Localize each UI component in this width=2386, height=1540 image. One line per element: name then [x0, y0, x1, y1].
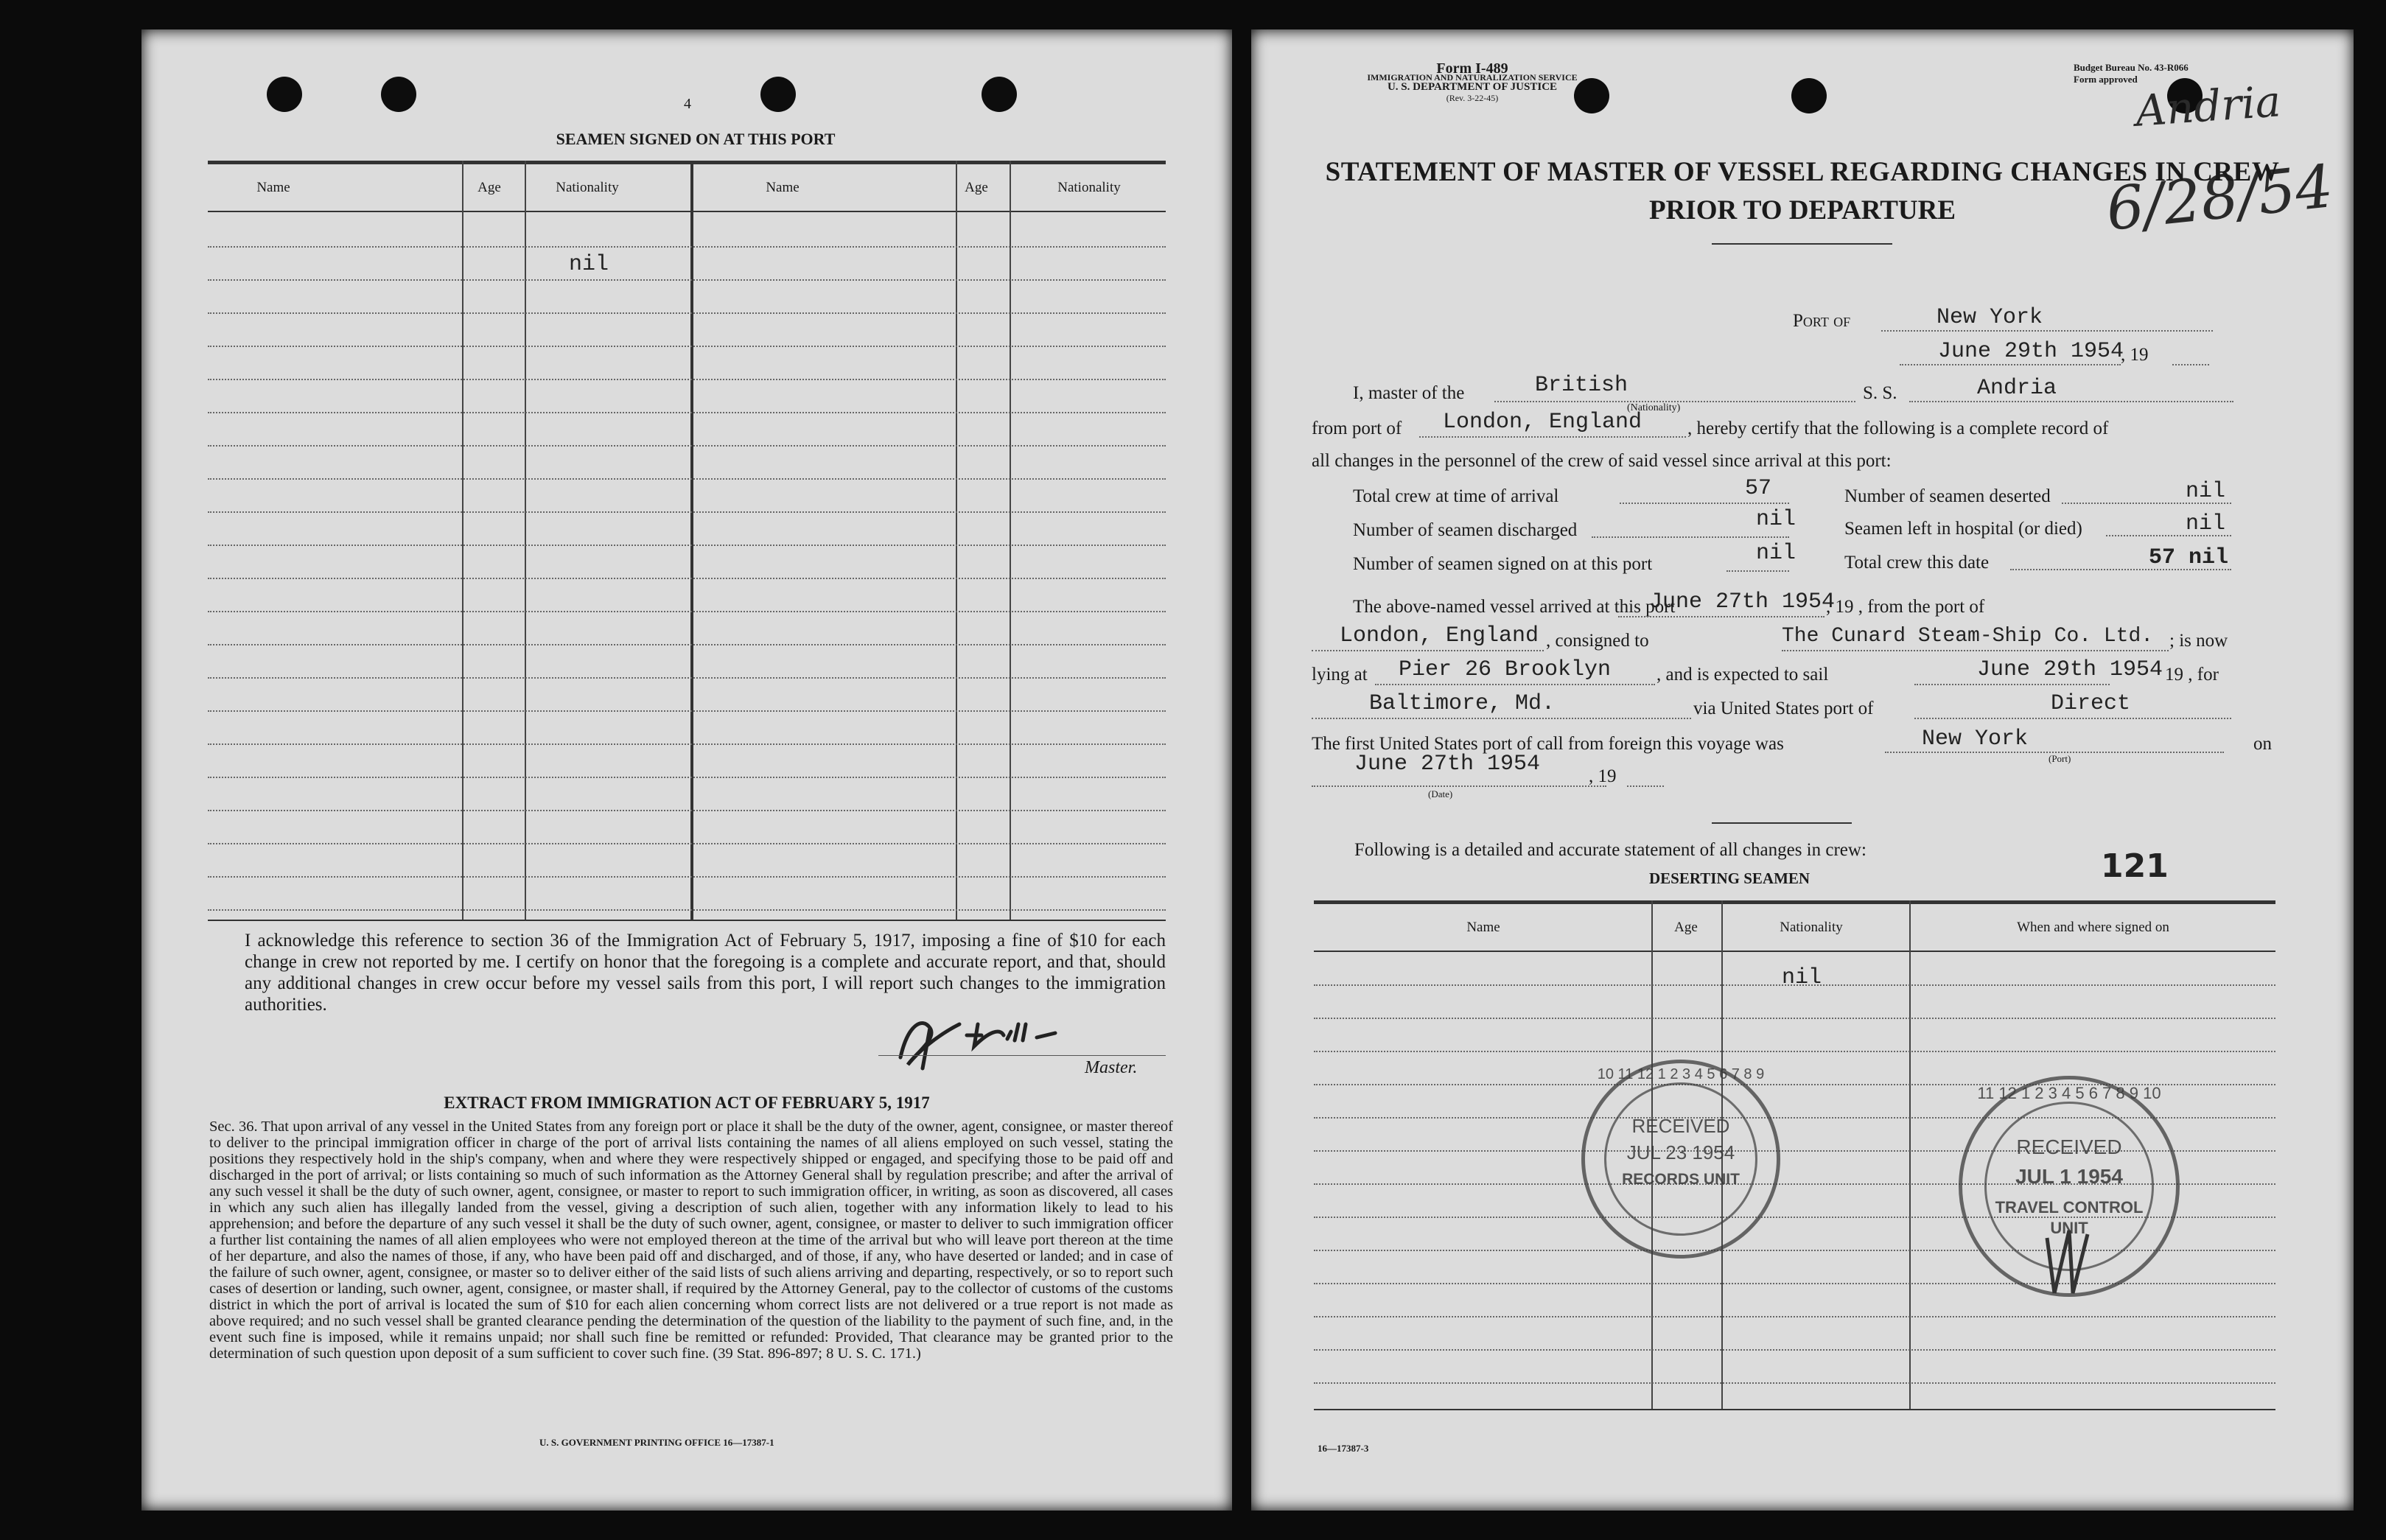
ss-label: S. S.: [1863, 383, 1897, 403]
stat-value-total-date: 57 nil: [2149, 545, 2229, 570]
col-header-name: Name: [256, 180, 290, 195]
field-line: [1909, 401, 2233, 402]
table-row-line: [208, 312, 1166, 314]
col-header-name: Name: [1466, 920, 1500, 935]
expected-date: June 29th 1954: [1977, 657, 2163, 682]
table-row-line: [208, 611, 1166, 612]
table-row-line: [208, 710, 1166, 712]
stamp-date: JUL 1 1954: [2015, 1165, 2123, 1188]
handwritten-number: 121: [2101, 847, 2169, 885]
table-row-line: [208, 545, 1166, 546]
via-value: Direct: [2051, 691, 2131, 716]
master-label: Master.: [1085, 1058, 1138, 1077]
certify-text: , hereby certify that the following is a complete record of: [1687, 419, 2109, 438]
punch-hole: [1791, 78, 1827, 113]
agency-line1: IMMIGRATION AND NATURALIZATION SERVICE: [1367, 72, 1578, 83]
field-line: [1900, 364, 2121, 365]
handwritten-ship: Andria: [2133, 76, 2283, 136]
stat-label-discharged: Number of seamen discharged: [1353, 520, 1578, 540]
table-row-line: [208, 511, 1166, 513]
field-line: [1312, 650, 1544, 651]
nationality-entry: nil: [569, 252, 609, 277]
via-label: via United States port of: [1693, 699, 1874, 718]
right-page: [1251, 29, 2354, 1511]
signature-line: [878, 1055, 1166, 1056]
stat-value-deserted: nil: [2186, 479, 2226, 504]
table-row-line: [208, 677, 1166, 679]
separator-rule: [1712, 822, 1852, 824]
col-divider: [525, 161, 526, 920]
stamp-date: JUL 23 1954: [1626, 1141, 1735, 1163]
on-label: on: [2253, 734, 2272, 754]
stat-value-hospital: nil: [2186, 511, 2226, 536]
col-header-nationality: Nationality: [1780, 920, 1843, 935]
stamp-received: RECEIVED: [1631, 1115, 1730, 1137]
extract-text: Sec. 36. That upon arrival of any vessel in the United States from any foreign port or place it shall be the duty of the owner, agent, consignee, or master thereof to deliver to the principal immigration officer in charge of the port of arrival lists containing the names of all aliens employed on such vessel, stating the positions they respectively hold in the ship's company, when and where they were respectively shipped or engaged, and specifying those to be paid off and discharged in the port of arrival; or lists containing so much of such information as the Attorney General shall by regulation prescribe; and after the arrival of any such vessel it shall be the duty of such owner, agent, consignee, or master to report to such immigration officer, in writing, as soon as discovered, all cases in which any such alien has illegally landed from the vessel, giving a description of such alien, together with any information likely to lead to his apprehension; and before the departure of any such vessel it shall be the duty of such owner, agent, consignee, or master to deliver to such immigration officer a further list containing the names of all alien employees who were not employed thereon at the time of the arrival but who will leave port thereon at the time of her departure, and also the names of those, if any, who have been paid off and discharged, and of those, if any, who have deserted or landed; and in case of the failure of such owner, agent, consignee, or master so to deliver either of the said lists of such aliens arriving and departing, respectively, or so to report such cases of desertion or landing, such owner, agent, consignee, or master shall, if required by the Attorney General, pay to the collector of customs of the customs district in which the port of arrival is located the sum of $10 for each alien concerning whom correct lists are not delivered or a true report is not made as above required; and no such vessel shall be granted clearance pending the determination of the question of the liability to the payment of such fine, and, in the event such fine is imposed, while it remains unpaid; nor shall such fine be remitted or refunded: Provided, That clearance may be granted prior to the determination of such question upon deposit of a sum sufficient to cover such fine. (39 Stat. 896-897; 8 U. S. C. 171.): [209, 1119, 1173, 1362]
table-row-line: [208, 810, 1166, 811]
col-divider: [690, 161, 693, 920]
budget-bureau: Budget Bureau No. 43-R066: [2074, 62, 2189, 73]
arrived-label: The above-named vessel arrived at this port: [1353, 597, 1676, 617]
port-value: New York: [1937, 305, 2043, 330]
field-line: [1914, 684, 2110, 685]
handwritten-date: 6/28/54: [2102, 152, 2337, 244]
date-year-prefix: , 19: [1589, 766, 1617, 786]
lying-at-label: lying at: [1312, 665, 1368, 685]
table-row-line: [208, 478, 1166, 480]
all-changes-text: all changes in the personnel of the crew of said vessel since arrival at this port:: [1312, 451, 1892, 471]
expected-label: , and is expected to sail: [1656, 665, 1829, 685]
seamen-signed-on-title: SEAMEN SIGNED ON AT THIS PORT: [556, 130, 836, 148]
field-line: [2172, 364, 2209, 365]
form-title-line2: PRIOR TO DEPARTURE: [1648, 195, 1956, 225]
left-page: [141, 29, 1232, 1511]
field-line: [1618, 616, 1825, 617]
vessel-name: Andria: [1977, 376, 2057, 401]
field-line: [1881, 330, 2213, 332]
stat-label-total-date: Total crew this date: [1844, 553, 1990, 573]
agency-line2: U. S. DEPARTMENT OF JUSTICE: [1387, 81, 1558, 93]
lying-at-value: Pier 26 Brooklyn: [1399, 657, 1612, 682]
nationality-caption: (Nationality): [1627, 402, 1681, 413]
from-port-label: from port of: [1312, 419, 1402, 438]
port-label: Port of: [1793, 311, 1851, 331]
stat-label-deserted: Number of seamen deserted: [1844, 486, 2051, 506]
page-number: 4: [684, 96, 691, 112]
col-header-nationality-2: Nationality: [1057, 180, 1121, 195]
col-header-age: Age: [1674, 920, 1698, 935]
field-line: [1627, 785, 1664, 787]
table-row-line: [208, 876, 1166, 878]
punch-hole: [267, 77, 302, 112]
records-unit-stamp: [1581, 1060, 1780, 1259]
field-line: [1419, 436, 1686, 438]
col-divider: [462, 161, 463, 920]
nationality-value: British: [1535, 373, 1628, 398]
table-row-line: [208, 412, 1166, 413]
consigned-label: , consigned to: [1546, 631, 1649, 651]
table-bottom-rule: [208, 920, 1166, 921]
stamp-ring-numbers: 11 12 1 2 3 4 5 6 7 8 9 10: [1977, 1084, 2161, 1102]
field-line: [1312, 718, 1691, 719]
col-divider: [1909, 900, 1911, 1409]
table-row-line: [208, 843, 1166, 844]
consignee: The Cunard Steam-Ship Co. Ltd.: [1782, 625, 2154, 648]
table-row-line: [208, 279, 1166, 281]
stat-value-discharged: nil: [1756, 507, 1797, 532]
punch-hole: [982, 77, 1017, 112]
field-line: [1375, 684, 1655, 685]
table-bottom-rule: [1314, 1409, 2275, 1410]
table-row-line: [208, 578, 1166, 579]
table-row-line: [1314, 1283, 2275, 1284]
form-number: Form I-489: [1436, 60, 1508, 77]
stat-value-total-arrival: 57: [1745, 476, 1772, 501]
revision: (Rev. 3-22-45): [1446, 93, 1499, 103]
table-row-line: [208, 346, 1166, 347]
table-row-line: [1314, 1349, 2275, 1351]
stat-value-signed-on: nil: [1756, 541, 1797, 566]
table-header-rule: [1314, 951, 2275, 952]
col-header-nationality: Nationality: [556, 180, 619, 195]
table-row-line: [1314, 1051, 2275, 1052]
certification-text: I acknowledge this reference to section 36 of the Immigration Act of February 5, 1917, imposing a fine of $10 for each change in crew not reported by me. I certify on honor that the foregoing is a complete and accurate report, and that, should any additional changes in crew occur before my vessel sails from this port, I will report such changes to the immigration authorities.: [245, 931, 1166, 1015]
form-title-line1: STATEMENT OF MASTER OF VESSEL REGARDING CHANGES IN CREW: [1325, 157, 2280, 187]
table-row-line: [1314, 1382, 2275, 1384]
arrived-date: June 27th 1954: [1649, 589, 1836, 615]
extract-title: EXTRACT FROM IMMIGRATION ACT OF FEBRUARY 5, 1917: [444, 1093, 930, 1112]
stamp-unit: RECORDS UNIT: [1622, 1171, 1740, 1188]
deserting-seamen-title: DESERTING SEAMEN: [1649, 869, 1811, 887]
col-divider: [1010, 161, 1011, 920]
table-row-line: [208, 777, 1166, 778]
field-line: [1782, 650, 2169, 651]
col-header-age-2: Age: [965, 180, 988, 195]
from-the-port-label: , 19 , from the port of: [1826, 597, 1985, 617]
field-line: [1914, 718, 2231, 719]
table-row-line: [208, 379, 1166, 380]
punch-hole: [760, 77, 796, 112]
from-port-value: London, England: [1443, 410, 1642, 435]
arrived-from: London, England: [1340, 623, 1539, 648]
stamp-received: RECEIVED: [2016, 1135, 2122, 1158]
col-divider: [956, 161, 957, 920]
first-port-value: New York: [1922, 727, 2029, 752]
stamp-unit: TRAVEL CONTROL UNIT: [1995, 1198, 2144, 1237]
title-underline: [1712, 243, 1892, 245]
table-row-line: [208, 644, 1166, 645]
table-top-rule: [208, 161, 1166, 164]
field-line: [1312, 785, 1606, 787]
desert-nationality-entry: nil: [1782, 965, 1822, 990]
table-row-line: [1314, 1018, 2275, 1019]
table-row-line: [1314, 984, 2275, 986]
following-text: Following is a detailed and accurate statement of all changes in crew:: [1354, 840, 1867, 860]
year-prefix: , 19: [2121, 345, 2149, 365]
table-row-line: [208, 246, 1166, 248]
port-caption: (Port): [2049, 753, 2071, 764]
stamp-initials: [2040, 1223, 2099, 1304]
col-header-name-2: Name: [766, 180, 800, 195]
table-row-line: [208, 909, 1166, 911]
first-port-date: June 27th 1954: [1354, 752, 1541, 777]
col-header-age: Age: [477, 180, 501, 195]
table-row-line: [1314, 1316, 2275, 1317]
stat-label-total-arrival: Total crew at time of arrival: [1353, 486, 1559, 506]
is-now-label: ; is now: [2169, 631, 2228, 651]
dot-leader: [1620, 503, 1789, 504]
destination: Baltimore, Md.: [1369, 691, 1556, 716]
stamp-ring-numbers: 10 11 12 1 2 3 4 5 6 7 8 9: [1597, 1066, 1765, 1082]
date-caption: (Date): [1428, 788, 1453, 799]
punch-hole: [381, 77, 416, 112]
right-footer: 16—17387-3: [1318, 1443, 1369, 1454]
first-port-label: The first United States port of call from foreign this voyage was: [1312, 734, 1784, 754]
dot-leader: [1726, 570, 1789, 572]
table-top-rule: [1314, 900, 2275, 904]
date-value: June 29th 1954: [1938, 339, 2124, 364]
col-header-when-where: When and where signed on: [2017, 920, 2169, 935]
master-signature: [878, 995, 1085, 1076]
dot-leader: [1592, 536, 1789, 538]
for-label: 19 , for: [2165, 665, 2219, 685]
table-row-line: [208, 445, 1166, 447]
master-of-label: I, master of the: [1353, 383, 1465, 403]
left-footer: U. S. GOVERNMENT PRINTING OFFICE 16—17387-1: [539, 1437, 774, 1448]
form-approved: Form approved: [2074, 74, 2138, 85]
table-header-rule: [208, 211, 1166, 212]
stat-label-signed-on: Number of seamen signed on at this port: [1353, 554, 1653, 574]
stat-label-hospital: Seamen left in hospital (or died): [1844, 519, 2082, 539]
table-row-line: [208, 743, 1166, 745]
